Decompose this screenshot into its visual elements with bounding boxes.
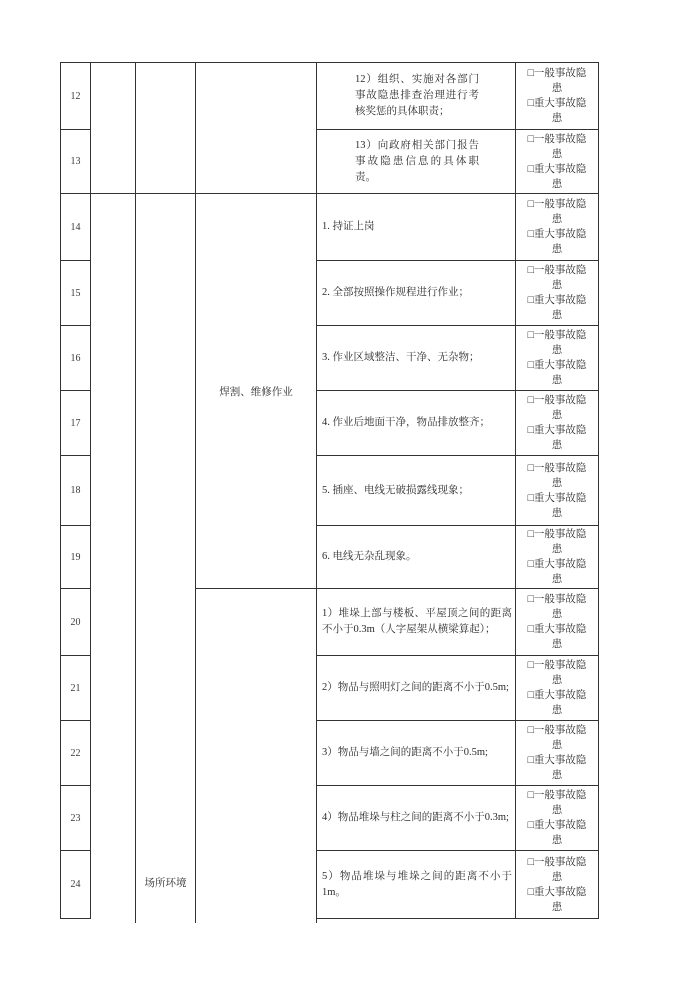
row-number: 13 bbox=[70, 156, 81, 167]
row-number-cell bbox=[61, 261, 91, 326]
hazard-checkbox-cell bbox=[516, 851, 599, 919]
description-text: 4. 作业后地面干净，物品排放整齐； bbox=[322, 417, 490, 428]
description-cell bbox=[317, 194, 516, 261]
row-number: 22 bbox=[70, 747, 81, 759]
row-number: 14 bbox=[70, 221, 81, 233]
hazard-checkbox-cell bbox=[516, 721, 599, 786]
description-text: 3. 作业区域整洁、干净、无杂物； bbox=[322, 352, 480, 363]
hazard-checkbox-cell bbox=[516, 326, 599, 391]
empty-cell bbox=[91, 194, 136, 923]
checkbox-option-general[interactable]: □一般事故隐患 bbox=[527, 133, 587, 160]
row-number: 12 bbox=[70, 90, 81, 102]
hazard-inspection-table bbox=[60, 62, 599, 919]
checkbox-option-major[interactable]: □重大事故隐患 bbox=[527, 492, 587, 519]
row-number-cell bbox=[61, 130, 91, 194]
description-cell bbox=[317, 589, 516, 656]
checkbox-option-major[interactable]: □重大事故隐患 bbox=[527, 559, 587, 585]
description-cell bbox=[317, 261, 516, 326]
checkbox-option-major[interactable]: □重大事故隐患 bbox=[527, 425, 587, 451]
row-number-cell bbox=[61, 194, 91, 261]
checkbox-option-major[interactable]: □重大事故隐患 bbox=[527, 163, 587, 190]
row-number: 17 bbox=[70, 417, 81, 429]
checkbox-option-general[interactable]: □一般事故隐患 bbox=[527, 725, 587, 751]
description-text: 2）物品与照明灯之间的距离不小于0.5m; bbox=[322, 682, 509, 693]
row-number-cell bbox=[61, 63, 91, 130]
checkbox-option-major[interactable]: □重大事故隐患 bbox=[527, 98, 587, 124]
row-number-cell bbox=[61, 456, 91, 526]
row-number-cell bbox=[61, 589, 91, 656]
description-text: 13）向政府相关部门报告事故隐患信息的具体职责。 bbox=[355, 139, 479, 183]
description-cell bbox=[317, 656, 516, 721]
row-number-cell bbox=[61, 656, 91, 721]
hazard-checkbox-cell bbox=[516, 656, 599, 721]
category-site-environment-cell bbox=[136, 194, 196, 923]
checkbox-option-major[interactable]: □重大事故隐患 bbox=[527, 886, 587, 913]
checkbox-option-general[interactable]: □一般事故隐患 bbox=[527, 395, 587, 421]
checkbox-option-major[interactable]: □重大事故隐患 bbox=[527, 624, 587, 650]
description-text: 1）堆垛上部与楼板、平屋顶之间的距离不小于0.3m（人字屋架从横梁算起）； bbox=[322, 608, 512, 635]
row-number: 19 bbox=[70, 551, 81, 563]
hazard-checkbox-cell bbox=[516, 589, 599, 656]
description-cell bbox=[317, 391, 516, 456]
checkbox-option-major[interactable]: □重大事故隐患 bbox=[527, 295, 587, 321]
hazard-checkbox-cell bbox=[516, 63, 599, 130]
row-number-cell bbox=[61, 326, 91, 391]
category-welding-maintenance-cell bbox=[196, 194, 317, 589]
row-number: 24 bbox=[70, 879, 81, 890]
description-cell bbox=[317, 851, 516, 919]
empty-cell bbox=[91, 63, 136, 194]
checkbox-option-major[interactable]: □重大事故隐患 bbox=[527, 360, 587, 386]
checkbox-option-major[interactable]: □重大事故隐患 bbox=[527, 755, 587, 781]
empty-cell bbox=[196, 63, 317, 194]
description-text: 5. 插座、电线无破损露线现象； bbox=[322, 484, 469, 496]
description-cell bbox=[317, 721, 516, 786]
description-text: 2. 全部按照操作规程进行作业； bbox=[322, 287, 469, 298]
category-welding-maintenance-label: 焊割、维修作业 bbox=[219, 386, 293, 398]
hazard-checkbox-cell bbox=[516, 391, 599, 456]
description-text: 6. 电线无杂乱现象。 bbox=[322, 551, 417, 562]
empty-cell bbox=[136, 63, 196, 194]
row-number: 18 bbox=[70, 485, 81, 496]
description-text: 12）组织、实施对各部门事故隐患排查治理进行考核奖惩的具体职责； bbox=[355, 74, 479, 117]
description-text: 4）物品堆垛与柱之间的距离不小于0.3m; bbox=[322, 812, 509, 823]
empty-cell bbox=[196, 589, 317, 923]
description-cell bbox=[317, 456, 516, 526]
hazard-checkbox-cell bbox=[516, 786, 599, 851]
row-number: 16 bbox=[70, 352, 81, 364]
description-text: 1. 持证上岗 bbox=[322, 221, 375, 232]
category-site-environment-label: 场所环境 bbox=[144, 878, 187, 889]
checkbox-option-general[interactable]: □一般事故隐患 bbox=[527, 790, 587, 816]
row-number-cell bbox=[61, 786, 91, 851]
description-cell bbox=[317, 63, 516, 130]
checkbox-option-major[interactable]: □重大事故隐患 bbox=[527, 690, 587, 716]
description-cell bbox=[317, 130, 516, 194]
checkbox-option-general[interactable]: □一般事故隐患 bbox=[527, 199, 587, 225]
checkbox-option-general[interactable]: □一般事故隐患 bbox=[527, 529, 587, 555]
checkbox-option-general[interactable]: □一般事故隐患 bbox=[527, 856, 587, 883]
checkbox-option-general[interactable]: □一般事故隐患 bbox=[527, 660, 587, 686]
row-number: 23 bbox=[70, 812, 81, 824]
description-cell bbox=[317, 786, 516, 851]
row-number-cell bbox=[61, 851, 91, 919]
checkbox-option-general[interactable]: □一般事故隐患 bbox=[527, 462, 587, 489]
checkbox-option-major[interactable]: □重大事故隐患 bbox=[527, 820, 587, 846]
checkbox-option-general[interactable]: □一般事故隐患 bbox=[527, 68, 587, 94]
description-cell bbox=[317, 326, 516, 391]
hazard-checkbox-cell bbox=[516, 456, 599, 526]
checkbox-option-general[interactable]: □一般事故隐患 bbox=[527, 265, 587, 291]
checkbox-option-general[interactable]: □一般事故隐患 bbox=[527, 330, 587, 356]
checkbox-option-general[interactable]: □一般事故隐患 bbox=[527, 594, 587, 620]
description-text: 5）物品堆垛与堆垛之间的距离不小于1m。 bbox=[322, 870, 512, 898]
hazard-checkbox-cell bbox=[516, 526, 599, 589]
hazard-checkbox-cell bbox=[516, 261, 599, 326]
checkbox-option-major[interactable]: □重大事故隐患 bbox=[527, 229, 587, 255]
row-number-cell bbox=[61, 526, 91, 589]
row-number: 15 bbox=[70, 287, 81, 299]
description-cell bbox=[317, 526, 516, 589]
row-number-cell bbox=[61, 391, 91, 456]
description-text: 3）物品与墙之间的距离不小于0.5m; bbox=[322, 747, 488, 758]
row-number: 20 bbox=[70, 616, 81, 628]
row-number: 21 bbox=[70, 682, 81, 694]
hazard-checkbox-cell bbox=[516, 130, 599, 194]
row-number-cell bbox=[61, 721, 91, 786]
hazard-checkbox-cell bbox=[516, 194, 599, 261]
